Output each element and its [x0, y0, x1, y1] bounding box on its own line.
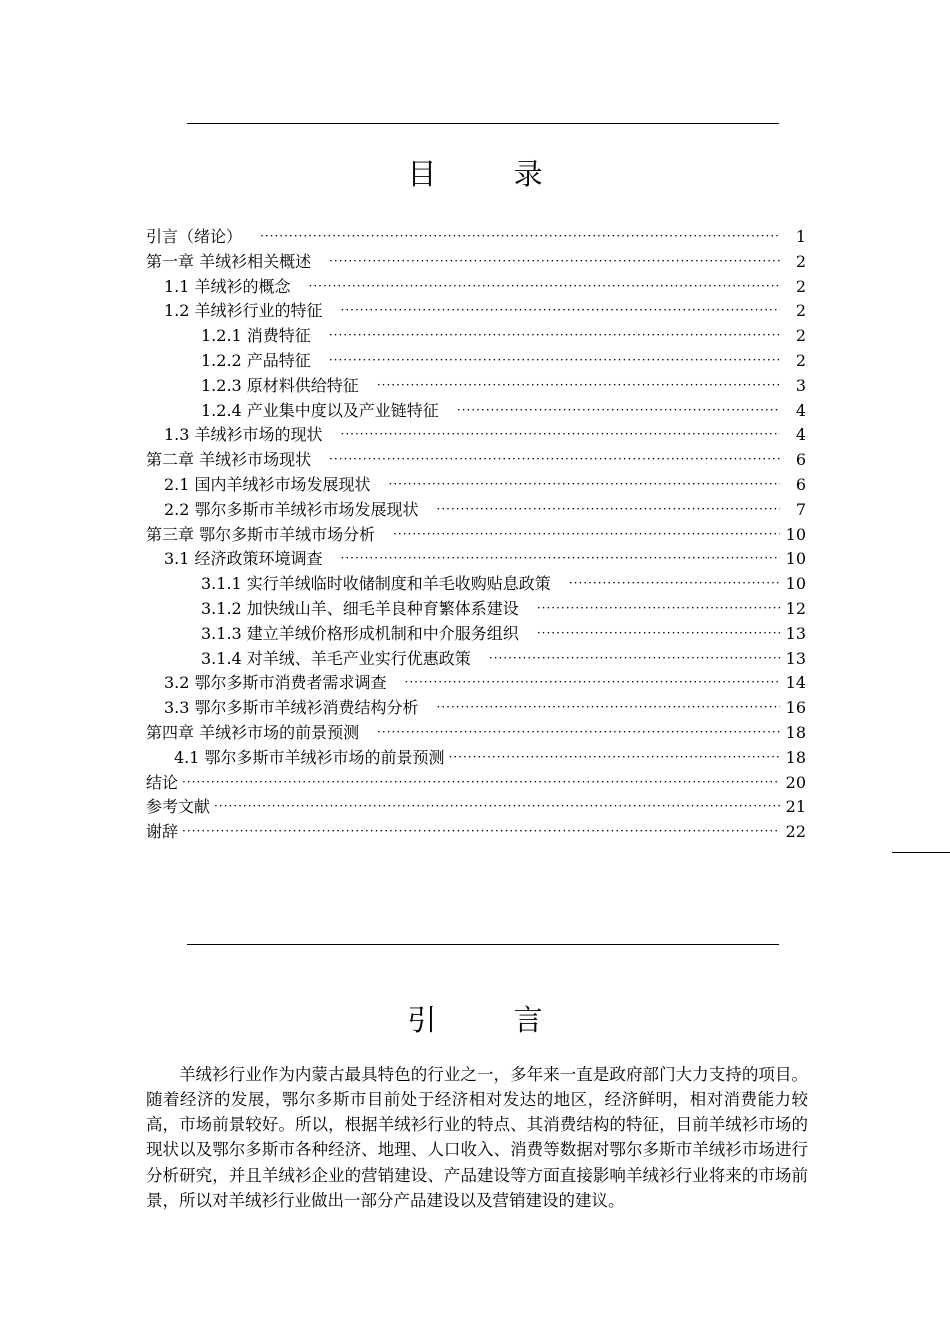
toc-entry-page: 7 [795, 499, 806, 519]
toc-entry-label: 1.3 羊绒衫市场的现状 [164, 425, 323, 445]
dot-leader [389, 472, 780, 497]
toc-entry[interactable] [146, 721, 806, 746]
toc-entry-page: 2 [795, 251, 806, 271]
toc-entry[interactable] [146, 771, 806, 796]
toc-entry-page: 22 [785, 822, 806, 842]
toc-entry-page: 6 [795, 474, 806, 494]
dot-leader [405, 670, 780, 695]
toc-entry-page: 20 [785, 772, 806, 792]
toc-entry-label: 第三章 鄂尔多斯市羊绒市场分析 [146, 524, 376, 544]
toc-entry-label: 第一章 羊绒衫相关概述 [146, 251, 312, 271]
toc-entry-label: 2.1 国内羊绒衫市场发展现状 [164, 474, 371, 494]
toc-entry[interactable] [146, 299, 806, 324]
toc-entry-page: 21 [785, 797, 806, 817]
dot-leader [449, 745, 780, 770]
toc-entry-label: 1.2.1 消费特征 [201, 326, 311, 346]
dot-leader [329, 447, 780, 472]
toc-entry-page: 1 [795, 227, 806, 246]
toc-entry-page: 13 [785, 623, 806, 643]
toc-entry[interactable] [146, 547, 806, 572]
margin-rule [892, 852, 950, 853]
toc-entry-page: 13 [785, 648, 806, 668]
toc-entry[interactable] [146, 671, 806, 696]
toc-entry[interactable] [146, 225, 806, 250]
toc-entry[interactable] [146, 696, 806, 721]
toc-entry[interactable] [146, 572, 806, 597]
dot-leader [329, 348, 780, 373]
toc-entry[interactable] [146, 523, 806, 548]
dot-leader [377, 373, 780, 398]
toc-entry-label: 引言（绪论） [146, 227, 243, 246]
toc-entry-label: 3.1 经济政策环境调查 [164, 549, 323, 569]
dot-leader [341, 422, 780, 447]
toc-entry-page: 14 [785, 673, 806, 693]
toc-entry[interactable] [146, 448, 806, 473]
toc-entry-page: 6 [795, 450, 806, 470]
toc-entry[interactable] [146, 374, 806, 399]
dot-leader [437, 497, 780, 522]
toc-entry-page: 10 [785, 549, 806, 569]
toc-entry[interactable] [146, 324, 806, 349]
section-horizontal-rule [187, 944, 779, 945]
toc-entry-page: 18 [785, 747, 806, 767]
dot-leader [537, 596, 780, 621]
toc-entry-label: 谢辞 [146, 822, 179, 842]
toc-entry[interactable] [146, 423, 806, 448]
dot-leader [537, 621, 780, 646]
toc-entry-label: 1.2.4 产业集中度以及产业链特征 [201, 400, 439, 420]
dot-leader [260, 224, 780, 249]
toc-entry-label: 第四章 羊绒衫市场的前景预测 [146, 722, 360, 742]
toc-entry-label: 参考文献 [146, 797, 211, 817]
intro-title: 引 言 [407, 1003, 577, 1037]
dot-leader [393, 522, 780, 547]
toc-entry-page: 2 [795, 326, 806, 346]
toc-entry-page: 2 [795, 276, 806, 296]
toc-entry[interactable] [146, 275, 806, 300]
toc-entry-page: 10 [785, 524, 806, 544]
dot-leader [457, 398, 780, 423]
toc-entry-label: 3.1.3 建立羊绒价格形成机制和中介服务组织 [201, 623, 519, 643]
dot-leader [182, 819, 780, 844]
toc-entry-label: 3.1.1 实行羊绒临时收储制度和羊毛收购贴息政策 [201, 574, 551, 594]
toc-entry[interactable] [146, 746, 806, 771]
dot-leader [341, 546, 780, 571]
toc-entry-page: 4 [795, 400, 806, 420]
toc-entry[interactable] [146, 498, 806, 523]
toc-entry-label: 3.1.4 对羊绒、羊毛产业实行优惠政策 [201, 648, 471, 668]
toc-entry-label: 3.2 鄂尔多斯市消费者需求调查 [164, 673, 387, 693]
dot-leader [437, 695, 780, 720]
toc-entry[interactable] [146, 597, 806, 622]
toc-entry-page: 16 [785, 698, 806, 718]
intro-paragraph: 羊绒衫行业作为内蒙古最具特色的行业之一，多年来一直是政府部门大力支持的项目。随着经济的发展，鄂尔多斯市目前处于经济相对发达的地区，经济鲜明，相对消费能力较高，市场前景较好。所以，根据羊绒衫行业的特点、其消费结构的特征，目前羊绒衫市场的现状以及鄂尔多斯市各种经济、地理、人口收入、消费等数据对鄂尔多斯市羊绒衫市场进行分析研究，并且羊绒衫企业的营销建设、产品建设等方面直接影响羊绒衫行业将来的市场前景，所以对羊绒衫行业做出一部分产品建设以及营销建设的建议。 [146, 1064, 808, 1210]
table-of-contents [146, 225, 806, 845]
dot-leader [341, 298, 780, 323]
toc-entry[interactable] [146, 622, 806, 647]
toc-entry-page: 2 [795, 301, 806, 321]
dot-leader [377, 720, 780, 745]
toc-entry-label: 2.2 鄂尔多斯市羊绒衫市场发展现状 [164, 499, 419, 519]
toc-entry[interactable] [146, 820, 806, 845]
toc-entry-label: 1.2 羊绒衫行业的特征 [164, 301, 323, 321]
dot-leader [182, 770, 780, 795]
top-horizontal-rule [187, 123, 779, 124]
toc-entry-label: 1.2.2 产品特征 [201, 350, 311, 370]
toc-entry-page: 4 [795, 425, 806, 445]
toc-entry[interactable] [146, 250, 806, 275]
toc-entry-label: 3.1.2 加快绒山羊、细毛羊良种育繁体系建设 [201, 598, 519, 618]
toc-entry-label: 3.3 鄂尔多斯市羊绒衫消费结构分析 [164, 698, 419, 718]
toc-entry-label: 第二章 羊绒衫市场现状 [146, 450, 312, 470]
toc-entry-label: 1.2.3 原材料供给特征 [201, 375, 359, 395]
dot-leader [309, 274, 780, 299]
toc-entry-page: 2 [795, 350, 806, 370]
dot-leader [489, 646, 780, 671]
toc-entry-page: 10 [785, 574, 806, 594]
dot-leader [329, 323, 780, 348]
dot-leader [214, 794, 780, 819]
toc-entry-label: 结论 [146, 772, 179, 792]
toc-entry[interactable] [146, 647, 806, 672]
toc-entry-page: 3 [795, 375, 806, 395]
toc-entry[interactable] [146, 795, 806, 820]
toc-entry[interactable] [146, 473, 806, 498]
dot-leader [569, 571, 780, 596]
dot-leader [329, 249, 780, 274]
toc-entry-label: 4.1 鄂尔多斯市羊绒衫市场的前景预测 [174, 747, 445, 767]
toc-entry-page: 18 [785, 722, 806, 742]
toc-title: 目 录 [407, 157, 577, 191]
toc-entry-label: 1.1 羊绒衫的概念 [164, 276, 291, 296]
toc-entry[interactable] [146, 399, 806, 424]
toc-entry-page: 12 [785, 598, 806, 618]
toc-entry[interactable] [146, 349, 806, 374]
